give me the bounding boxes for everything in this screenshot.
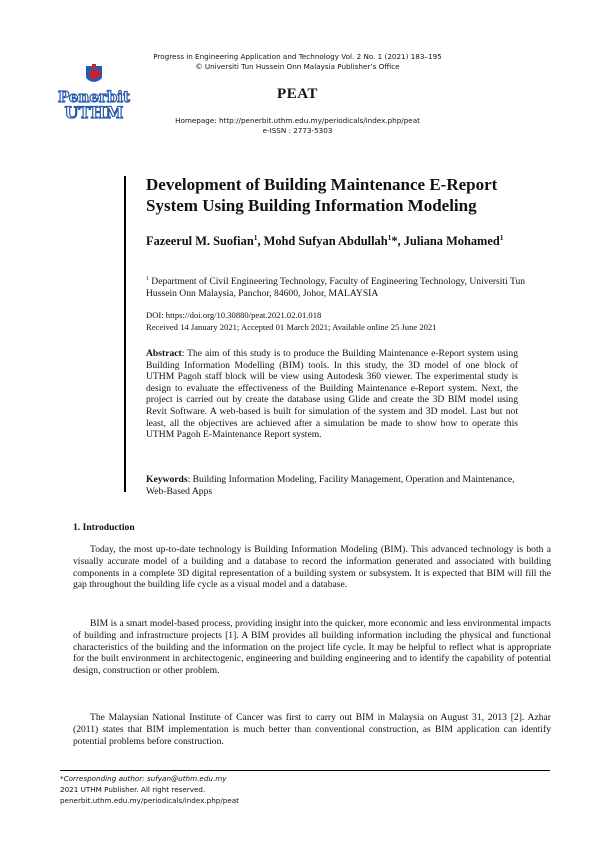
author-affiliation-mark: 1	[253, 232, 258, 242]
journal-homepage: Homepage: http://penerbit.uthm.edu.my/periodicals/index.php/peat	[175, 116, 420, 125]
journal-eissn: e-ISSN : 2773-5303	[262, 126, 333, 135]
title-block-rule	[124, 176, 126, 492]
doi-link[interactable]: DOI: https://doi.org/10.30880/peat.2021.02.01.018	[146, 310, 322, 320]
body-paragraph: The Malaysian National Institute of Cancer was first to carry out BIM in Malaysia on August 31, 2013 [2]. Azhar (2011) states that BIM implementation is much better than conventional construction, as BIM application can identify potential problems before construction.	[73, 712, 551, 747]
abstract-label: Abstract	[146, 348, 182, 359]
svg-text:UTHM: UTHM	[64, 103, 124, 122]
author-list	[146, 232, 526, 251]
corresponding-author: *Corresponding author: sufyan@uthm.edu.my	[60, 774, 227, 783]
copyright-line: © Universiti Tun Hussein Onn Malaysia Publisher’s Office	[195, 62, 400, 71]
author-affiliation-mark: 1	[387, 232, 392, 242]
publication-dates: Received 14 January 2021; Accepted 01 March 2021; Available online 25 June 2021	[146, 322, 437, 332]
keywords-text: : Building Information Modeling, Facility Management, Operation and Maintenance, Web-Based Apps	[146, 474, 515, 497]
paper-title: Development of Building Maintenance E-Report System Using Building Information Modeling	[146, 175, 498, 215]
abstract	[146, 348, 518, 441]
footer-rule	[60, 770, 550, 771]
keywords	[146, 474, 518, 497]
section-heading: 1. Introduction	[73, 522, 135, 533]
affiliation-text: Department of Civil Engineering Technology, Faculty of Engineering Technology, Universiti Tun Hussein Onn Malaysia, Panchor, 84600, Johor, MALAYSIA	[146, 276, 526, 299]
body-paragraph: Today, the most up-to-date technology is Building Information Modeling (BIM). This advanced technology is both a visually accurate model of a building and a database to record the information generated and associated with building components in a complete 3D digital representation of a building system or subsystem. It is expected that BIM will fill the gap throughout the building life cycle as a visual model and a database.	[73, 544, 551, 591]
author-name: , Mohd Sufyan Abdullah	[257, 234, 388, 248]
abstract-text: : The aim of this study is to produce the Building Maintenance e-Report system using Building Information Modelling (BIM) tools. In this study, the 3D model of one block of UTHM Pagoh staff block will be view using Autodesk 360 viewer. The experimental study is design to evaluate the effectiveness of the Building Maintenance e-Report system. Next, the project is carried out by create the database using Glide and create the 3D BIM model using Revit Software. A web-based is built for simulation of the system and 3D model. Last but not least, all the objectives are achieved after a simulation be made to show how to operate this UTHM Pagoh E-Maintenance Report system.	[146, 348, 518, 441]
journal-citation: Progress in Engineering Application and Technology Vol. 2 No. 1 (2021) 183–195	[153, 52, 442, 61]
author-affiliation-mark: 1	[499, 232, 504, 242]
author-name: , Juliana Mohamed	[397, 234, 500, 248]
corresponding-mark: *	[391, 234, 398, 248]
journal-acronym: PEAT	[277, 86, 318, 102]
author-name: Fazeerul M. Suofian	[146, 234, 254, 248]
svg-text:Penerbit: Penerbit	[58, 88, 130, 106]
body-paragraph: BIM is a smart model-based process, providing insight into the quicker, more economic and less environmental impacts of building and infrastructure projects [1]. A BIM provides all building information including the physical and functional characteristics of the building and the information on the project life cycle. It may be helpful to reflect what is appropriate for the built environment in architectogenic, engineering and building engineering and to identify the capability of potential design, construction or other problem.	[73, 618, 551, 677]
keywords-label: Keywords	[146, 474, 188, 485]
affiliation	[146, 276, 532, 300]
shield-icon	[86, 64, 102, 82]
publisher-notice: 2021 UTHM Publisher. All right reserved.	[60, 785, 206, 794]
affiliation-mark: 1	[146, 275, 149, 282]
journal-url[interactable]: penerbit.uthm.edu.my/periodicals/index.php/peat	[60, 796, 239, 805]
